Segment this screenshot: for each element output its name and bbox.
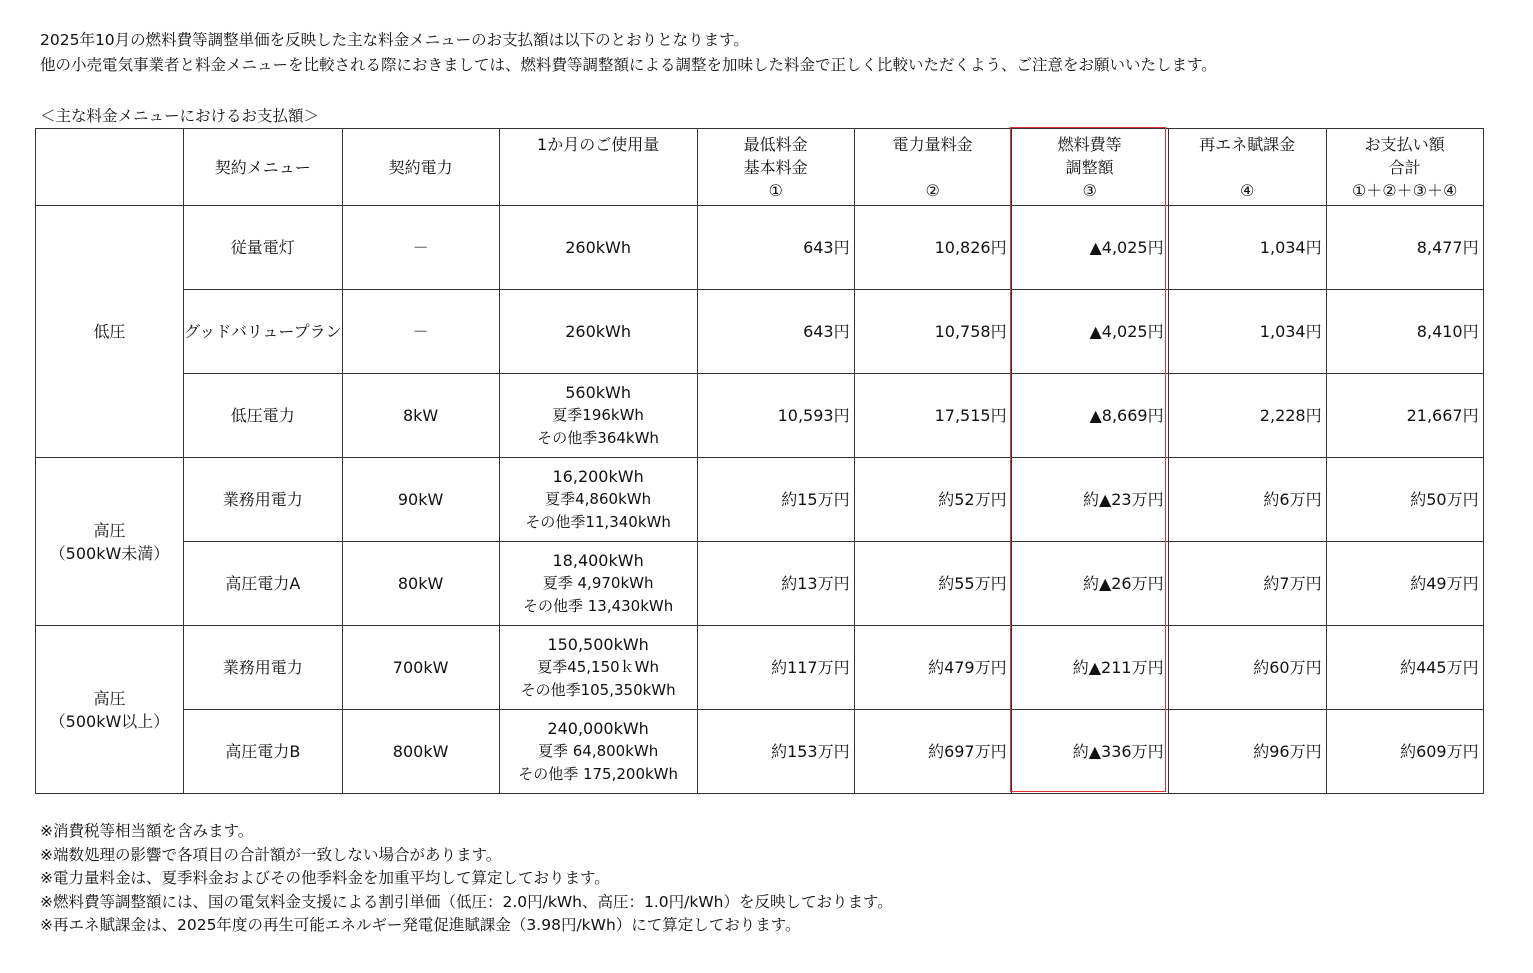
usage-line: 16,200kWh: [552, 467, 644, 486]
cell-basic: 約13万円: [697, 542, 854, 626]
voltage-group-cell: [36, 206, 184, 458]
header-total-line-2: 合計: [1388, 158, 1421, 177]
usage-line: 夏季 4,970kWh: [542, 574, 654, 592]
usage-line: 夏季4,860kWh: [545, 490, 652, 508]
cell-menu: 高圧電力A: [184, 542, 343, 626]
usage-line: 260kWh: [565, 238, 631, 257]
usage-line: 夏季196kWh: [552, 406, 644, 424]
cell-usage: [499, 206, 697, 290]
cell-power: 80kW: [342, 542, 499, 626]
header-renew-line-1: 再エネ賦課金: [1199, 135, 1296, 154]
table-row: [36, 626, 1484, 710]
cell-menu: 業務用電力: [184, 458, 343, 542]
header-energy: [854, 129, 1011, 206]
note-line: ※再エネ賦課金は、2025年度の再生可能エネルギー発電促進賦課金（3.98円/kWh）にて算定しております。: [40, 916, 801, 934]
cell-energy: 10,826円: [854, 206, 1011, 290]
cell-renew: 1,034円: [1168, 290, 1326, 374]
note-line: ※燃料費等調整額には、国の電気料金支援による割引単価（低圧：2.0円/kWh、高圧：1.0円/kWh）を反映しております。: [40, 892, 893, 911]
cell-power: －: [342, 290, 499, 374]
header-fuel-line-3: ③: [1082, 181, 1097, 200]
voltage-group-label: （500kW未満）: [49, 543, 170, 563]
note-line: ※消費税等相当額を含みます。: [40, 822, 254, 840]
cell-renew: 約96万円: [1168, 710, 1326, 794]
cell-fuel: 約▲23万円: [1011, 458, 1168, 542]
cell-fuel: 約▲211万円: [1011, 626, 1168, 710]
header-total-line-3: ①＋②＋③＋④: [1351, 181, 1458, 200]
cell-basic: 約15万円: [697, 458, 854, 542]
header-renew-line-2: [1169, 156, 1326, 179]
cell-menu: 高圧電力B: [184, 710, 343, 794]
cell-power: －: [342, 206, 499, 290]
cell-total: 約49万円: [1326, 542, 1483, 626]
cell-power: 90kW: [342, 458, 499, 542]
cell-fuel: 約▲26万円: [1011, 542, 1168, 626]
table-body: [36, 206, 1484, 794]
cell-basic: 約117万円: [697, 626, 854, 710]
header-renew: [1168, 129, 1326, 206]
cell-fuel: 約▲336万円: [1011, 710, 1168, 794]
cell-power: 700kW: [342, 626, 499, 710]
cell-menu: 低圧電力: [184, 374, 343, 458]
header-fuel-line-2: 調整額: [1065, 158, 1114, 177]
header-basic-line-2: 基本料金: [743, 158, 808, 177]
usage-line: 夏季45,150ｋWh: [537, 658, 660, 676]
table-row: [36, 710, 1484, 794]
voltage-group-label: 高圧: [93, 520, 126, 540]
header-energy-line-2: [855, 156, 1011, 179]
note-line: ※端数処理の影響で各項目の合計額が一致しない場合があります。: [40, 845, 502, 864]
cell-renew: 約6万円: [1168, 458, 1326, 542]
header-fuel: [1011, 129, 1168, 206]
header-fuel-line-1: 燃料費等: [1057, 135, 1122, 154]
cell-basic: 10,593円: [697, 374, 854, 458]
usage-line: 18,400kWh: [552, 551, 644, 570]
header-energy-line-1: 電力量料金: [892, 135, 973, 154]
fee-table: [35, 128, 1484, 794]
header-group: [36, 129, 184, 206]
cell-total: 8,410円: [1326, 290, 1483, 374]
cell-usage: [499, 626, 697, 710]
cell-total: 21,667円: [1326, 374, 1483, 458]
cell-usage: [499, 458, 697, 542]
table-row: [36, 290, 1484, 374]
cell-renew: 2,228円: [1168, 374, 1326, 458]
cell-usage: [499, 710, 697, 794]
cell-total: 約50万円: [1326, 458, 1483, 542]
usage-line: その他季 175,200kWh: [518, 765, 679, 783]
cell-basic: 643円: [697, 290, 854, 374]
cell-fuel: ▲4,025円: [1011, 206, 1168, 290]
header-basic-line-1: 最低料金: [743, 135, 808, 154]
usage-line: その他季364kWh: [537, 429, 659, 447]
header-basic-line-3: ①: [768, 181, 783, 200]
intro-line-2: 他の小売電気事業者と料金メニューを比較される際におきましては、燃料費等調整額による調整を加味した料金で正しく比較いただくよう、ご注意をお願いいたします。: [40, 56, 1217, 74]
usage-line: 240,000kWh: [547, 719, 649, 738]
cell-power: 800kW: [342, 710, 499, 794]
cell-usage: [499, 542, 697, 626]
cell-usage: [499, 374, 697, 458]
table-caption: ＜主な料金メニューにおけるお支払額＞: [40, 107, 320, 125]
usage-line: その他季 13,430kWh: [522, 597, 674, 615]
cell-energy: 約52万円: [854, 458, 1011, 542]
cell-energy: 約55万円: [854, 542, 1011, 626]
cell-energy: 約479万円: [854, 626, 1011, 710]
cell-menu: 従量電灯: [184, 206, 343, 290]
usage-line: 560kWh: [565, 383, 631, 402]
header-row: [36, 129, 1484, 206]
intro-text: [40, 28, 1217, 78]
cell-energy: 約697万円: [854, 710, 1011, 794]
cell-power: 8kW: [342, 374, 499, 458]
voltage-group-label: （500kW以上）: [49, 711, 170, 731]
usage-line: その他季11,340kWh: [525, 513, 671, 531]
header-power: 契約電力: [342, 129, 499, 206]
header-energy-line-3: ②: [925, 181, 940, 200]
cell-energy: 10,758円: [854, 290, 1011, 374]
cell-menu: 業務用電力: [184, 626, 343, 710]
cell-usage: [499, 290, 697, 374]
usage-line: 150,500kWh: [547, 635, 649, 654]
cell-total: 約609万円: [1326, 710, 1483, 794]
usage-line: 夏季 64,800kWh: [537, 742, 659, 760]
voltage-group-label: 高圧: [93, 688, 126, 708]
cell-basic: 643円: [697, 206, 854, 290]
cell-total: 8,477円: [1326, 206, 1483, 290]
cell-fuel: ▲4,025円: [1011, 290, 1168, 374]
cell-total: 約445万円: [1326, 626, 1483, 710]
usage-line: 260kWh: [565, 322, 631, 341]
cell-menu: グッドバリュープラン: [184, 290, 343, 374]
cell-fuel: ▲8,669円: [1011, 374, 1168, 458]
header-basic: [697, 129, 854, 206]
intro-line-1: 2025年10月の燃料費等調整単価を反映した主な料金メニューのお支払額は以下のとおりとなります。: [40, 31, 749, 49]
table-row: [36, 458, 1484, 542]
usage-line: その他季105,350kWh: [520, 681, 676, 699]
table-row: [36, 542, 1484, 626]
voltage-group-cell: [36, 458, 184, 626]
note-line: ※電力量料金は、夏季料金およびその他季料金を加重平均して算定しております。: [40, 869, 610, 887]
header-menu: 契約メニュー: [184, 129, 343, 206]
header-total-line-1: お支払い額: [1364, 135, 1445, 154]
cell-renew: 約7万円: [1168, 542, 1326, 626]
header-renew-line-3: ④: [1239, 181, 1255, 200]
header-total: [1326, 129, 1483, 206]
table-row: [36, 206, 1484, 290]
notes: [40, 820, 893, 938]
table-row: [36, 374, 1484, 458]
voltage-group-cell: [36, 626, 184, 794]
cell-renew: 約60万円: [1168, 626, 1326, 710]
cell-basic: 約153万円: [697, 710, 854, 794]
voltage-group-label: 低圧: [93, 322, 126, 341]
cell-renew: 1,034円: [1168, 206, 1326, 290]
cell-energy: 17,515円: [854, 374, 1011, 458]
header-usage: 1か月のご使用量: [499, 129, 697, 206]
